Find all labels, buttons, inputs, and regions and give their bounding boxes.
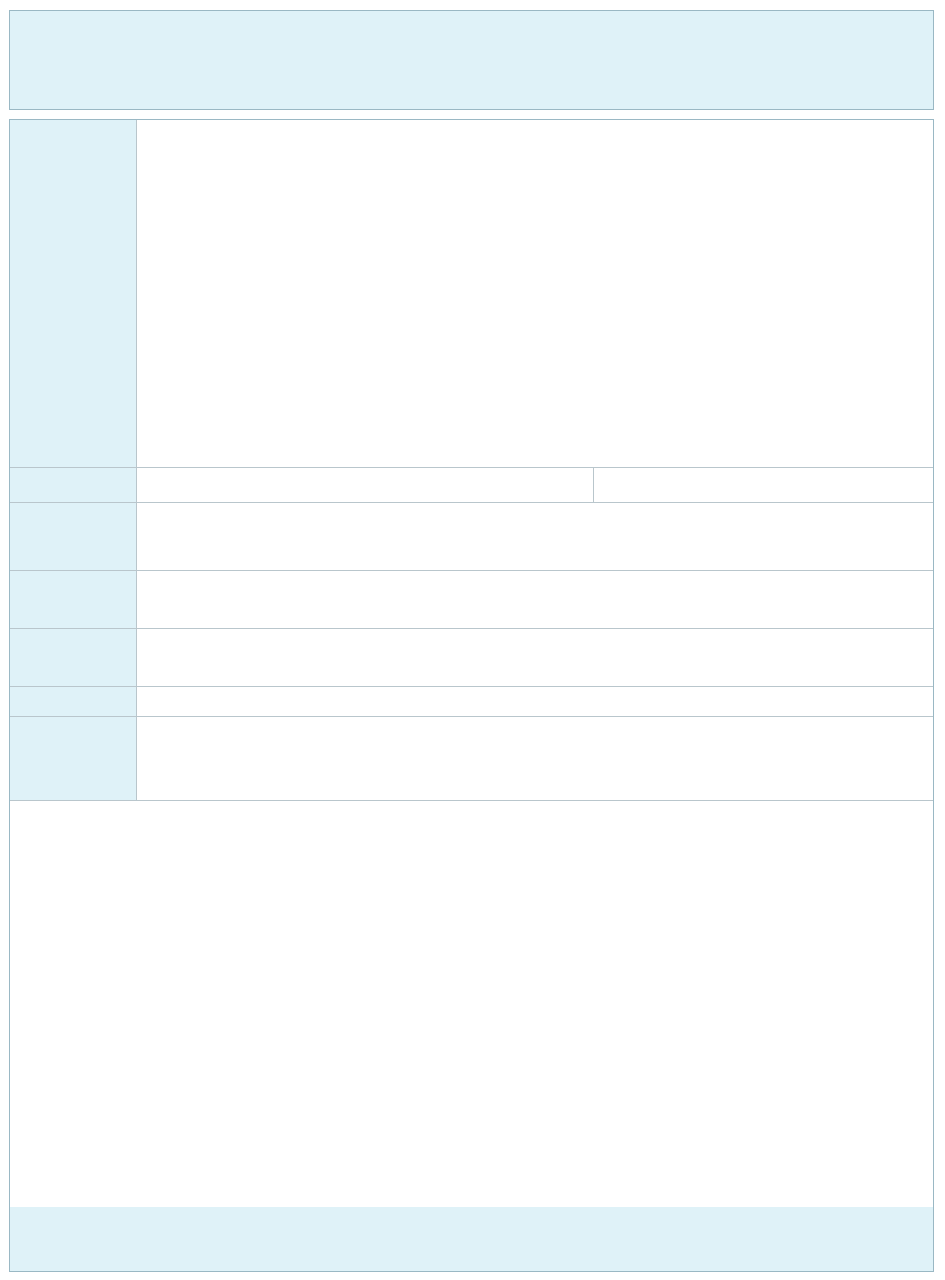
cancellation-notice xyxy=(10,1207,933,1271)
calendar-march xyxy=(544,123,930,411)
holiday-info xyxy=(137,687,933,717)
itinerary xyxy=(10,801,933,1207)
calendar-february xyxy=(138,244,524,466)
calendar-january xyxy=(138,123,524,227)
hotel-name xyxy=(137,468,594,503)
exclude-label xyxy=(10,629,137,687)
price-label xyxy=(10,120,137,468)
include-info xyxy=(137,571,933,629)
include-label xyxy=(10,571,137,629)
price-calendars xyxy=(137,120,933,468)
min-travelers xyxy=(594,468,933,503)
flight-info xyxy=(137,503,933,571)
exclude-info xyxy=(137,629,933,687)
title-banner xyxy=(9,10,934,110)
flight-label xyxy=(10,503,137,571)
feature-label xyxy=(10,717,137,801)
product-table xyxy=(9,119,934,1272)
holiday-label xyxy=(10,687,137,717)
hotel-label xyxy=(10,468,137,503)
feature-info xyxy=(137,717,933,801)
